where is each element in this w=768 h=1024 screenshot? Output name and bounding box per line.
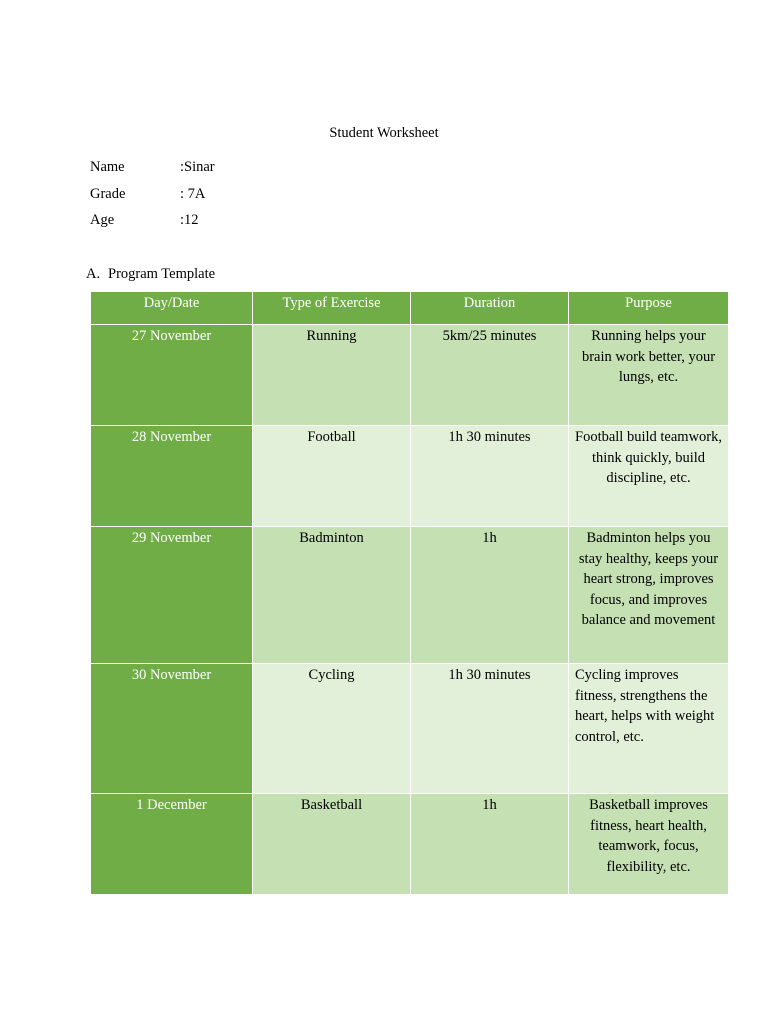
table-header-row: [91, 292, 729, 325]
exercise-cell: Basketball: [253, 794, 411, 895]
age-value: :12: [180, 212, 199, 228]
table-row: [91, 664, 729, 794]
info-row-name: [90, 157, 215, 184]
day-date-cell: 28 November: [91, 426, 253, 527]
section-title: Program Template: [108, 266, 216, 282]
exercise-cell: Running: [253, 325, 411, 426]
table-row: [91, 325, 729, 426]
purpose-cell: Cycling improves fitness, strengthens the heart, helps with weight control, etc.: [569, 664, 729, 794]
name-value: :Sinar: [180, 159, 215, 175]
student-info: [90, 157, 215, 237]
exercise-cell: Football: [253, 426, 411, 527]
purpose-cell: Basketball improves fitness, heart health, teamwork, focus, flexibility, etc.: [569, 794, 729, 895]
header-type-of-exercise: Type of Exercise: [253, 292, 411, 325]
program-table: [90, 291, 729, 895]
purpose-cell: Football build teamwork, think quickly, build discipline, etc.: [569, 426, 729, 527]
table-row: [91, 794, 729, 895]
duration-cell: 5km/25 minutes: [411, 325, 569, 426]
day-date-cell: 30 November: [91, 664, 253, 794]
exercise-cell: Cycling: [253, 664, 411, 794]
header-day-date: Day/Date: [91, 292, 253, 325]
header-purpose: Purpose: [569, 292, 729, 325]
info-row-age: [90, 210, 215, 237]
grade-value: : 7A: [180, 185, 206, 202]
page-title: Student Worksheet: [329, 125, 439, 141]
day-date-cell: 27 November: [91, 325, 253, 426]
exercise-cell: Badminton: [253, 527, 411, 664]
table-row: [91, 426, 729, 527]
section-number: A.: [86, 266, 101, 282]
header-duration: Duration: [411, 292, 569, 325]
section-heading: [86, 264, 215, 284]
day-date-cell: 29 November: [91, 527, 253, 664]
info-row-grade: [90, 184, 215, 211]
duration-cell: 1h: [411, 794, 569, 895]
duration-cell: 1h 30 minutes: [411, 664, 569, 794]
day-date-cell: 1 December: [91, 794, 253, 895]
grade-label: Grade: [90, 185, 126, 202]
purpose-cell: Badminton helps you stay healthy, keeps your heart strong, improves focus, and improves balance and movement: [569, 527, 729, 664]
purpose-cell: Running helps your brain work better, your lungs, etc.: [569, 325, 729, 426]
name-label: Name: [90, 159, 125, 175]
age-label: Age: [90, 212, 115, 228]
table-row: [91, 527, 729, 664]
duration-cell: 1h 30 minutes: [411, 426, 569, 527]
duration-cell: 1h: [411, 527, 569, 664]
